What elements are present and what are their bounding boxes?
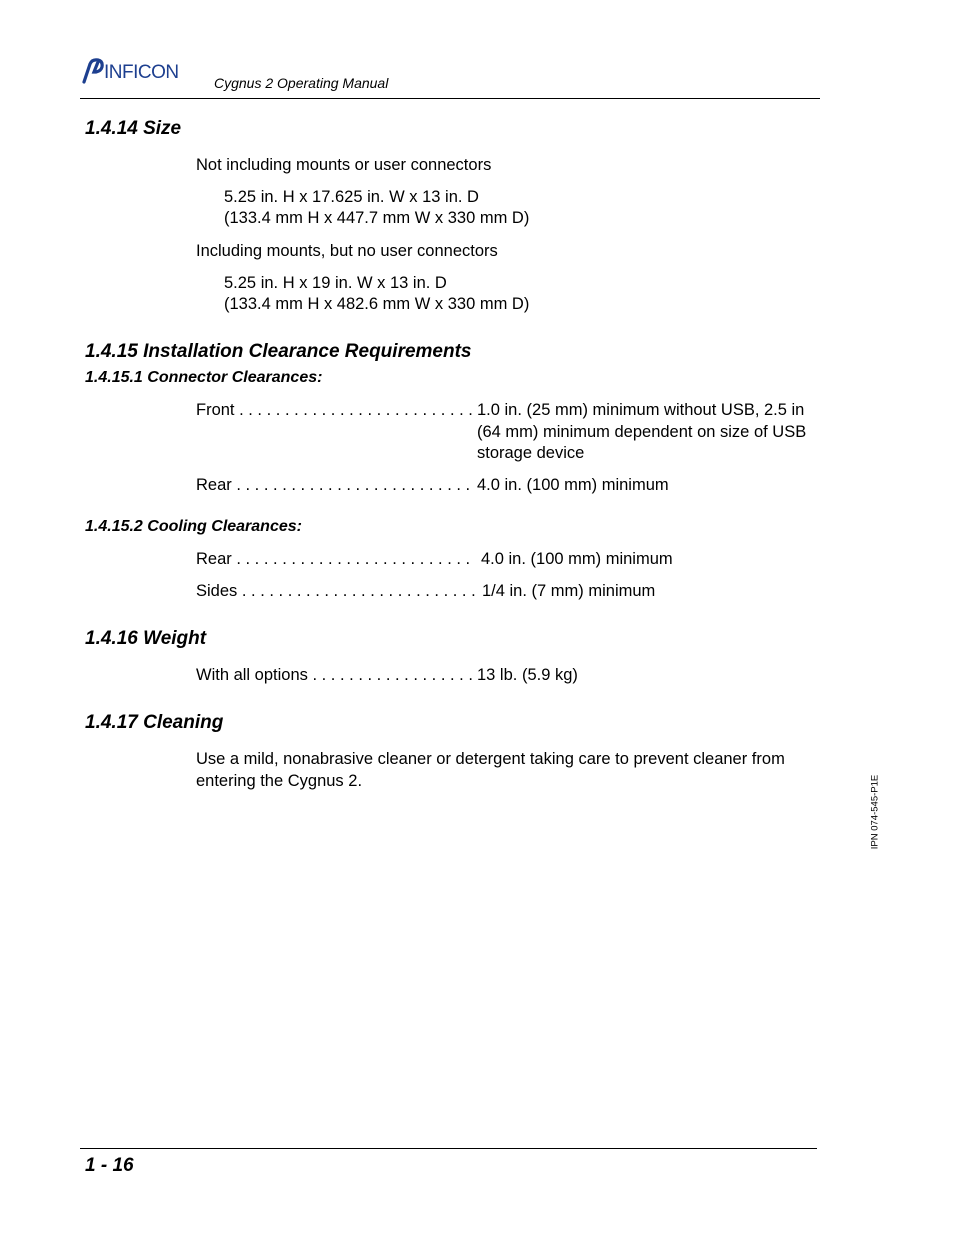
- manual-title: Cygnus 2 Operating Manual: [214, 75, 389, 91]
- inficon-logo-mark: [82, 58, 194, 84]
- inficon-logo: [82, 58, 194, 84]
- spec-connector-rear: [196, 475, 816, 497]
- spec-value-line1: 1.0 in. (25 mm) minimum without USB, 2.5 in: [477, 401, 805, 419]
- spec-label: Sides: [196, 582, 238, 600]
- spec-value-line3: storage device: [477, 444, 585, 462]
- cleaning-text-line2: entering the Cygnus 2.: [196, 772, 363, 790]
- spec-value: 1/4 in. (7 mm) minimum: [482, 582, 656, 600]
- heading-weight: 1.4.16 Weight: [85, 628, 207, 649]
- size-incl-label: Including mounts, but no user connectors: [196, 242, 498, 260]
- heading-cooling-clearances: 1.4.15.2 Cooling Clearances:: [85, 518, 302, 535]
- spec-label: Rear: [196, 476, 232, 494]
- size-incl-line1: 5.25 in. H x 19 in. W x 13 in. D: [224, 274, 447, 292]
- heading-size: 1.4.14 Size: [85, 118, 182, 139]
- spec-value: 13 lb. (5.9 kg): [477, 666, 578, 684]
- header-rule: [80, 98, 820, 99]
- spec-cooling-rear: [196, 549, 816, 571]
- spec-weight: [196, 665, 816, 687]
- spec-label: Front: [196, 401, 235, 419]
- spec-value: 4.0 in. (100 mm) minimum: [481, 550, 673, 568]
- heading-clearance: 1.4.15 Installation Clearance Requirements: [85, 341, 472, 362]
- size-excl-label: Not including mounts or user connectors: [196, 156, 492, 174]
- spec-label: With all options: [196, 666, 308, 684]
- ipn-label: IPN 074-545-P1E: [869, 774, 881, 850]
- spec-value-line2: (64 mm) minimum dependent on size of USB: [477, 422, 807, 441]
- logo-text: INFICON: [104, 62, 179, 83]
- page-number: 1 - 16: [85, 1155, 134, 1176]
- footer-rule: [80, 1148, 817, 1149]
- size-excl-line1: 5.25 in. H x 17.625 in. W x 13 in. D: [224, 188, 479, 206]
- heading-cleaning: 1.4.17 Cleaning: [85, 712, 224, 733]
- cleaning-text: [196, 748, 816, 792]
- spec-value: 4.0 in. (100 mm) minimum: [477, 476, 669, 494]
- size-incl-line2: (133.4 mm H x 482.6 mm W x 330 mm D): [224, 295, 530, 313]
- heading-connector-clearances: 1.4.15.1 Connector Clearances:: [85, 369, 323, 386]
- spec-cooling-sides: [196, 581, 816, 603]
- size-excl-line2: (133.4 mm H x 447.7 mm W x 330 mm D): [224, 209, 530, 227]
- cleaning-text-line1: Use a mild, nonabrasive cleaner or detergent taking care to prevent cleaner from: [196, 750, 785, 768]
- spec-connector-front: [196, 400, 816, 466]
- spec-label: Rear: [196, 550, 232, 568]
